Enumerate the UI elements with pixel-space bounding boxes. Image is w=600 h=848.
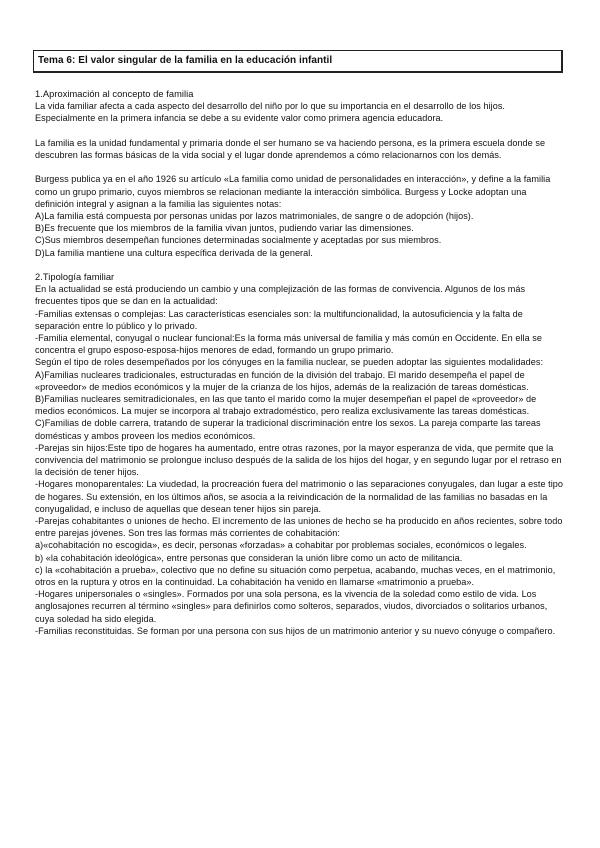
section-heading-2: 2.Tipología familiar (35, 272, 115, 282)
paragraph: La familia es la unidad fundamental y primaria donde el ser humano se va haciendo persona, es la primera escuela donde se descubren las formas básicas de la vida social y el lugar donde aprendemos a cómo relacionarnos con los demás. (35, 137, 546, 160)
list-item: -Familia elemental, conyugal o nuclear funcional:Es la forma más universal de familia y más común en Occidente. En ella se concentra el grupo esposo-esposa-hijos menores de edad, formando un grupo primario. (35, 333, 542, 356)
list-item: -Hogares unipersonales o «singles». Formados por una sola persona, es la vivencia de la soledad como estilo de vida. Los anglosajones recurren al término «singles» para definirlos como solteros, separados, viudos, divorciados o solitarios urbanos, cuya soledad ha sido elegida. (35, 589, 548, 624)
list-item: B)Familias nucleares semitradicionales, en las que tanto el marido como la mujer desempeñan el papel de «proveedor» de medios económicos. La mujer se incorpora al trabajo extradoméstico, pero realiza exclusivamente las tareas domésticas. (35, 394, 537, 417)
list-item: C)Familias de doble carrera, tratando de superar la tradicional discriminación entre los sexos. La pareja comparte las tareas domésticas y ambos proveen los medios económicos. (35, 418, 541, 441)
list-item: -Familias extensas o complejas: Las características esenciales son: la multifuncionalidad, la autosuficiencia y la falta de separación entre lo público y lo privado. (35, 308, 523, 331)
list-item: -Hogares monoparentales: La viudedad, la procreación fuera del matrimonio o las separaciones conyugales, dan lugar a este tipo de hogares. Su extensión, en los últimos años, se asocia a la reivindicación de la normalidad de las familias no basadas en la conyugalidad, e incluso de aquellas que desean tener hijos sin pareja. (35, 479, 563, 514)
note-item: C)Sus miembros desempeñan funciones determinadas socialmente y aceptadas por sus miembros. (35, 235, 442, 246)
list-item: -Parejas sin hijos:Este tipo de hogares ha aumentado, entre otras razones, por la mayor esperanza de vida, que permite que la convivencia del matrimonio se prolongue incluso después de la salida de los hijos del hogar, y en segundo lugar por el retraso en la decisión de tener hijos. (35, 442, 562, 478)
list-item: b) «la cohabitación ideológica», entre personas que consideran la unión libre como un acto de militancia. (35, 552, 463, 563)
document-page (35, 50, 563, 637)
list-item: A)Familias nucleares tradicionales, estructuradas en función de la división del trabajo. El marido desempeña el papel de «proveedor» de medios económicos y la mujer de la crianza de los hijos, además de la realización de tareas domésticas. (35, 369, 529, 392)
spacer (35, 161, 563, 173)
list-item: Según el tipo de roles desempeñados por los cónyuges en la familia nuclear, se pueden adoptar las siguientes modalidades: (35, 357, 544, 368)
list-item: c) la «cohabitación a prueba», colectivo que no define su situación como perpetua, acabando, muchas veces, en el matrimonio, otros en la ruptura y otros en la continuidad. La cohabitación ha venido en llamarse «matrimonio a prueba». (35, 564, 556, 588)
list-item: -Familias reconstituidas. Se forman por una persona con sus hijos de un matrimonio anterior y su nuevo cónyuge o compañero. (35, 625, 556, 636)
list-item: -Parejas cohabitantes o uniones de hecho. El incremento de las uniones de hecho se ha producido en años recientes, sobre todo entre parejas jóvenes. Son tres las formas más corrientes de cohabitación: (35, 516, 563, 539)
document-title: Tema 6: El valor singular de la familia en la educación infantil (33, 50, 563, 73)
note-item: D)La familia mantiene una cultura específica derivada de la general. (35, 247, 313, 258)
note-item: A)La familia está compuesta por personas unidas por lazos matrimoniales, de sangre o de adopción (hijos). (35, 211, 474, 221)
paragraph: En la actualidad se está produciendo un cambio y una complejización de las formas de convivencia. Algunos de los más frecuentes tipos que se dan en la actualidad: (35, 284, 526, 307)
spacer (35, 73, 563, 88)
spacer (35, 125, 563, 137)
section-heading-1: 1.Aproximación al concepto de familia (35, 89, 194, 99)
spacer (35, 259, 563, 271)
paragraph: La vida familiar afecta a cada aspecto del desarrollo del niño por lo que su importancia en el desarrollo de los hijos. Especialmente en la primera infancia se debe a su evidente valor como primera agencia educadora. (35, 101, 506, 124)
note-item: B)Es frecuente que los miembros de la familia vivan juntos, pudiendo variar las dimensiones. (35, 223, 414, 234)
paragraph: Burgess publica ya en el año 1926 su artículo «La familia como unidad de personalidades en interacción», y define a la familia como un grupo primario, cuyos miembros se relacionan mediante la interacción simbólica. Burgess y Locke adoptan una definición integral y asignan a la familia las siguientes notas: (35, 174, 551, 209)
list-item: a)«cohabitación no escogida», es decir, personas «forzadas» a cohabitar por problemas sociales, económicos o legales. (35, 540, 527, 551)
